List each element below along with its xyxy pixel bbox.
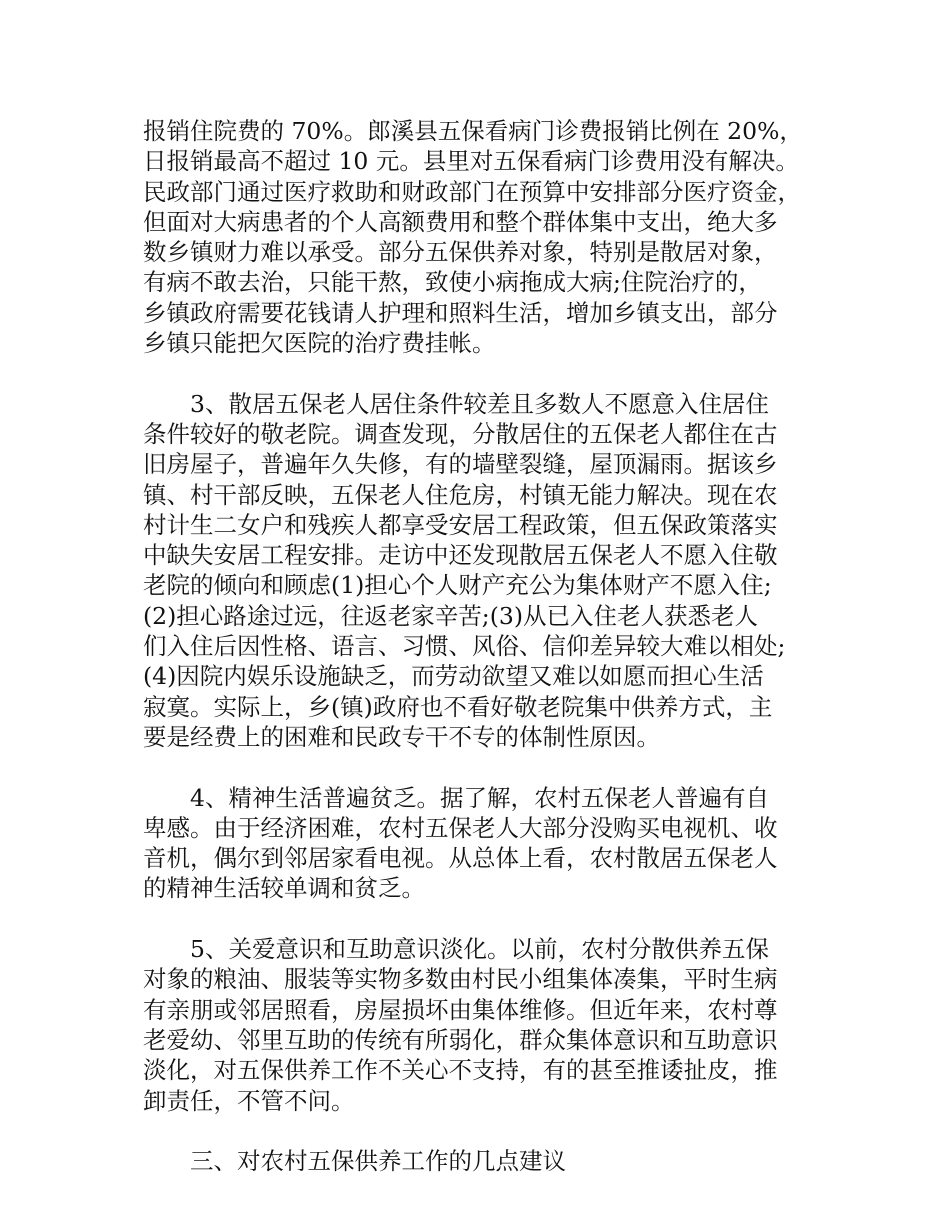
text-line: 条件较好的敬老院。调查发现，分散居住的五保老人都住在古 [143, 419, 778, 448]
text-line: 报销住院费的 70%。郎溪县五保看病门诊费报销比例在 20%， [143, 117, 803, 145]
text-line: 旧房屋子，普遍年久失修，有的墙壁裂缝，屋顶漏雨。据该乡 [143, 450, 778, 479]
paragraph-living-conditions [143, 389, 823, 753]
text-line: 的精神生活较单调和贫乏。 [143, 874, 425, 903]
text-line: 要是经费上的困难和民政专干不专的体制性原因。 [143, 722, 660, 751]
document-page [143, 116, 823, 1176]
text-line: 但面对大病患者的个人高额费用和整个群体集中支出，绝大多 [143, 207, 778, 236]
paragraph-mutual-aid [143, 934, 823, 1116]
text-line: 日报销最高不超过 10 元。县里对五保看病门诊费用没有解决。 [143, 147, 799, 176]
text-line: 5、关爱意识和互助意识淡化。以前，农村分散供养五保 [190, 935, 769, 964]
text-line: 乡镇政府需要花钱请人护理和照料生活，增加乡镇支出，部分 [143, 298, 778, 327]
text-line: 老爱幼、邻里互助的传统有所弱化，群众集体意识和互助意识 [143, 1025, 778, 1054]
paragraph-gap [143, 752, 823, 782]
text-line: 有病不敢去治，只能干熬，致使小病拖成大病;住院治疗的， [143, 268, 762, 297]
paragraph-gap [143, 1116, 823, 1146]
text-line: 们入住后因性格、语言、习惯、风俗、信仰差异较大难以相处; [143, 632, 786, 661]
text-line: 村计生二女户和残疾人都享受安居工程政策，但五保政策落实 [143, 510, 778, 539]
text-line: 老院的倾向和顾虑(1)担心个人财产充公为集体财产不愿入住; [143, 571, 772, 600]
text-line: (4)因院内娱乐设施缺乏，而劳动欲望又难以如愿而担心生活 [143, 662, 764, 691]
paragraph-gap [143, 358, 823, 388]
text-line: (2)担心路途过远，往返老家辛苦;(3)从已入住老人获悉老人 [143, 601, 758, 630]
text-line: 寂寞。实际上，乡(镇)政府也不看好敬老院集中供养方式，主 [143, 692, 773, 721]
text-line: 民政部门通过医疗救助和财政部门在预算中安排部分医疗资金， [143, 177, 801, 206]
paragraph-medical-expenses [143, 116, 823, 358]
text-line: 4、精神生活普遍贫乏。据了解，农村五保老人普遍有自 [190, 783, 769, 812]
section-heading [143, 1146, 823, 1176]
text-line: 乡镇只能把欠医院的治疗费挂帐。 [143, 329, 496, 358]
paragraph-spiritual-life [143, 783, 823, 904]
text-line: 卑感。由于经济困难，农村五保老人大部分没购买电视机、收 [143, 813, 778, 842]
text-line: 淡化，对五保供养工作不关心不支持，有的甚至推诿扯皮，推 [143, 1056, 778, 1085]
paragraph-gap [143, 904, 823, 934]
text-line: 镇、村干部反映，五保老人住危房，村镇无能力解决。现在农 [143, 480, 778, 509]
text-line: 卸责任，不管不问。 [143, 1086, 355, 1115]
text-line: 3、散居五保老人居住条件较差且多数人不愿意入住居住 [190, 389, 769, 418]
text-line: 有亲朋或邻居照看，房屋损坏由集体维修。但近年来，农村尊 [143, 995, 778, 1024]
text-line: 音机，偶尔到邻居家看电视。从总体上看，农村散居五保老人 [143, 844, 778, 873]
text-line: 对象的粮油、服装等实物多数由村民小组集体凑集，平时生病 [143, 965, 778, 994]
text-line: 中缺失安居工程安排。走访中还发现散居五保老人不愿入住敬 [143, 541, 778, 570]
text-line: 数乡镇财力难以承受。部分五保供养对象，特别是散居对象， [143, 238, 778, 267]
section-heading-text: 三、对农村五保供养工作的几点建议 [190, 1147, 566, 1176]
